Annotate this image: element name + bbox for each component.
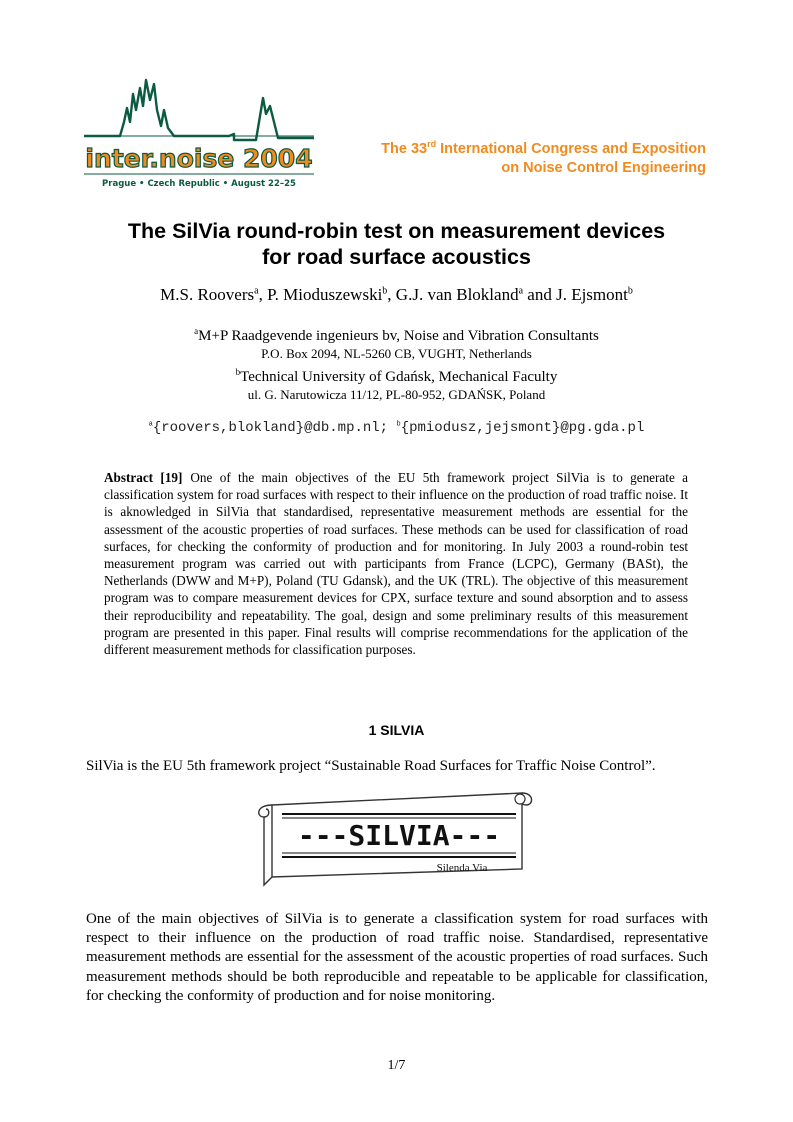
abstract-text: One of the main objectives of the EU 5th framework project SilVia is to generate a classification system for road surfaces with respect to their influence on the production of road traffic noise. It is aknowledged in SilVia that standardised, representative measurement methods are essential for the assessment of the acoustic properties of road surfaces. These methods can be used for classification of road surfaces, for checking the conformity of production and for monitoring. In July 2003 a round-robin test measurement program was carried out with participants from France (LCPC), Germany (BASt), the Netherlands (DWW and M+P), Poland (TU Gdansk), and the UK (TRL). The objective of this measurement program was to compare measurement devices for CPX, surface texture and sound absorption and to assess their reproducibility and repeatability. The goal, design and some preliminary results of this measurement program are presented in this paper. Final results will comprise recommendations for the application of the different measurement methods for classification purposes.: [104, 470, 688, 658]
body-paragraph: One of the main objectives of SilVia is to generate a classification system for road surfaces with respect to their influence on the production of road traffic noise. Standardised, representative measurement methods are essential for the assessment of the acoustic properties of road surfaces. Such measurement methods should be both reproducible and repeatable to be applicable for classification, for checking the conformity of production and for noise monitoring.: [86, 911, 708, 1004]
paper-title: The SilVia round-robin test on measurement devices for road surface acoustics: [127, 219, 666, 269]
abstract: [104, 469, 688, 658]
congress-line-2: on Noise Control Engineering: [501, 160, 706, 176]
section-heading: 1 SILVIA: [368, 722, 425, 738]
author-list: M.S. Roovers$^a$, P. Mioduszewski$^b$, G.J. van Blokland$^a$ and J. Ejsmont$^b$: [160, 285, 633, 304]
affiliation-a: $^a$M+P Raadgevende ingenieurs bv, Noise and Vibration Consultants: [194, 326, 599, 344]
inter-noise-2004-logo: [84, 70, 314, 190]
page-number: 1/7: [387, 1058, 406, 1073]
congress-line-1: The 33rd International Congress and Exposition: [381, 139, 706, 157]
body-paragraph: SilVia is the EU 5th framework project “Sustainable Road Surfaces for Traffic Noise Control”.: [86, 758, 656, 774]
affiliation-b-address: ul. G. Narutowicza 11/12, PL-80-952, GDAŃSK, Poland: [247, 387, 546, 402]
author-emails: $^a${roovers,blokland}@db.mp.nl; $^b${pmiodusz,jejsmont}@pg.gda.pl: [148, 420, 645, 436]
congress-title: [381, 140, 706, 178]
affiliation-a-address: P.O. Box 2094, NL-5260 CB, VUGHT, Netherlands: [261, 346, 532, 361]
logo-wordmark: inter.noise 2004: [85, 144, 313, 173]
silvia-scroll-logo: [254, 787, 536, 887]
affiliations: [0, 322, 793, 404]
silvia-logo-text: ---SILVIA---: [297, 819, 501, 852]
logo-subtext: Prague • Czech Republic • August 22–25: [102, 179, 296, 189]
silvia-logo-caption: Silenda Via: [436, 862, 488, 874]
abstract-label: Abstract [19]: [104, 470, 183, 485]
affiliation-b: $^b$Technical University of Gdańsk, Mechanical Faculty: [235, 367, 558, 385]
